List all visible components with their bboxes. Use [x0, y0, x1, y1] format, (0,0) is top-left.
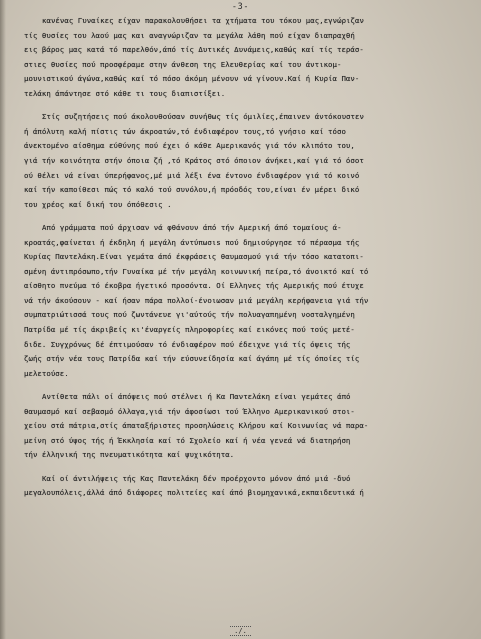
paragraph: [24, 14, 472, 102]
text-line: μείνη στό ύψος τής ή Έκκλησία καί τό Σχολείο καί ή νέα γενεά νά διατηρήση: [24, 435, 351, 445]
text-line: Καί οί άντιλήψεις τής Κας Παντελάκη δέν προέρχοντο μόνον άπό μιά -δυό: [42, 473, 351, 483]
text-line: τήν έλληνική της πνευματικότητα καί ψυχικότητα.: [24, 450, 235, 460]
text-line: κροατάς,φαίνεται ή έκδηλη ή μεγάλη άντύπωσιs πού δημιούργησε τό πέρασμα τής: [24, 237, 360, 247]
text-line: μελετούσε.: [24, 368, 69, 378]
text-line: κανένας Γυναίκες είχαν παρακολουθήσει τα χτήματα του τόκου μας,εγνώριζαν: [42, 16, 364, 25]
continuation-mark: ./.: [230, 626, 251, 636]
text-line: του χρέος καί δική του όπόθεσις .: [24, 199, 172, 209]
page-footer: [0, 626, 481, 636]
text-line: γιά τήν κοινότητα στήν όποια ζή ,τό Κράτος στό όποιον άνήκει,καί γιά τό όσοτ: [24, 155, 364, 165]
text-line: Κυρίας Παντελάκη.Είναι γεμάτα άπό έκφράσεις θαυμασμού γιά τήν τόσο κατατοπι-: [24, 252, 364, 262]
paragraph: [24, 110, 472, 212]
text-line: συμπατριώτισσά τους πού ζωντάνευε γι'αύτούς τήν πολυαγαπημένη νοσταλγημένη: [24, 310, 355, 320]
text-line: Πατρίδα μέ τίς άκριβείς κι'έναργείς πληροφορίες καί εικόνες πού τούς μετέ-: [24, 325, 355, 335]
text-line: ζωής στήν νέα τους Πατρίδα καί τήν εύσυνείδησία καί άγάπη μέ τίς όποίες τίς: [24, 354, 360, 364]
typewritten-body: [24, 14, 472, 509]
text-line: στιες θυσίες πού προσφέραμε στην άνθεση της Ελευθερίας καί του άντικομ-: [24, 59, 342, 69]
text-line: Από γράμματα πού άρχισαν νά φθάνουν άπό τήν Αμερική άπό τομαίους ά-: [42, 222, 342, 232]
text-line: άνεκτομένο αίσθημα εύθύνης πού έχει ό κάθε Αμερικανός γιά τόν κλιπότο του,: [24, 141, 355, 151]
text-line: σμένη άντιπρόσωπο,τήν Γυναίκα μέ τήν μεγάλη κοινωνική πείρα,τό άνοικτό καί τό: [24, 266, 369, 276]
text-line: εις βάρος μας κατά τό παρελθόν,άπό τίς Δυτικές Δυνάμεις,καθώς καί τίς τεράσ-: [24, 45, 364, 55]
page-number: -3-: [231, 2, 250, 12]
text-line: καί τήν καποίθεσι πώς τό καλό τού συνόλου,ή πρόοδός του,είναι έν μέρει δικό: [24, 185, 360, 195]
text-line: διδε. Συγχρόνως δέ έπτιμούσαν τό ένδιαφέρον πού έδειχνε γιά τίς όψεις τής: [24, 339, 351, 349]
text-line: Αντίθετα πάλι οί άπόψεις πού στέλνει ή Κα Παντελάκη είναι γεμάτες άπό: [42, 392, 351, 402]
text-line: νά τήν άκούσουν - καί ήσαν πάρα πολλοί-ένοιωσαν μιά μεγάλη κερήφανεια γιά τήν: [24, 295, 369, 305]
text-line: μουνιστικού άγώνα,καθώς καί τό πόσο άκόμη μένουν νά γίνουν.Καί ή Κυρία Παν-: [24, 74, 360, 84]
text-line: θαυμασμό καί σεβασμό όλλαγα,γιά τήν άφοσίωσι τού Έλληνο Αμερικανικού στοι-: [24, 406, 355, 416]
text-line: ού θέλει νά είναι ύπερήφανος,μέ μιά λέξι ένα έντονο ένδιαφέρον γιά τό κοινό: [24, 170, 360, 180]
text-line: τίς θυσίες του λαού μας και αναγνώριζαν τα μεγάλα λάθη πού είχαν διαπραχθή: [24, 30, 355, 40]
text-line: Στίς συζητήσεις πού άκολουθούσαν συνήθως τίς όμιλίες,έπαινεν άντόκουστεν: [42, 112, 364, 122]
paragraph: [24, 390, 472, 463]
paragraph: [24, 221, 472, 382]
text-line: ή άπόλυτη καλή πίστις τών άκροατών,τό ένδιαφέρον τους,τό γνήσιο καί τόσο: [24, 126, 346, 136]
text-line: αίσθητο πνεύμα τό έκοβρα ήγετικό προσόντα. Οί Ελληνες τής Αμερικής πού έτυχε: [24, 281, 364, 291]
page-edge-shadow: [0, 0, 6, 639]
text-line: χείου στά πάτρια,στίς άπαταξήριστες προσηλώσεις Κλήρου καί Κοινωνίας νά παρα-: [24, 421, 369, 431]
paragraph: [24, 472, 472, 501]
text-line: τελάκη άπάντησε στό κάθε τι τους διαπιστίξει.: [24, 88, 226, 98]
text-line: μεγαλουπόλεις,άλλά άπό διάφορες πολιτείες καί άπό βιομηχανικά,εκπαιδευτικά ή: [24, 488, 364, 498]
